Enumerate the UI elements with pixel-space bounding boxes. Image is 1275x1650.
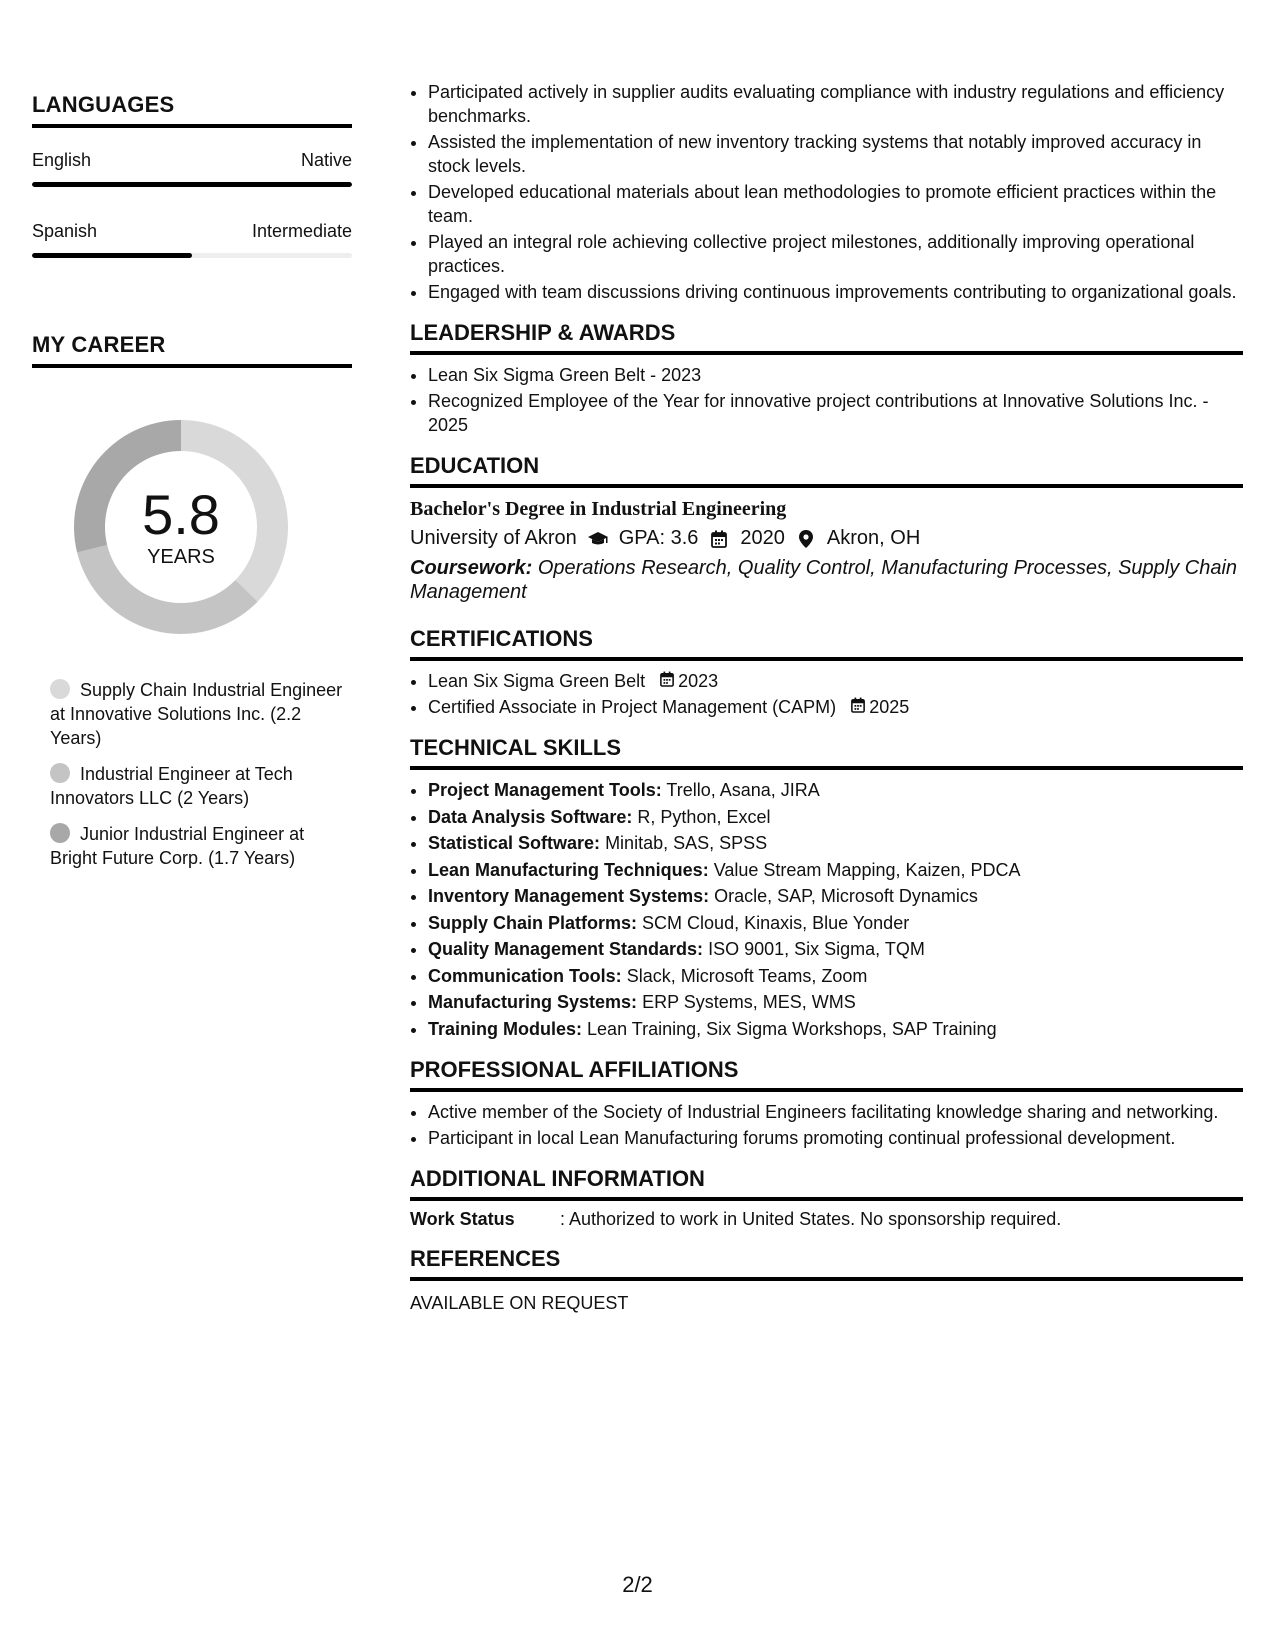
page-number: 2/2 bbox=[622, 1572, 653, 1597]
calendar-icon bbox=[851, 695, 865, 719]
skill-value: ISO 9001, Six Sigma, TQM bbox=[708, 939, 925, 959]
career-legend bbox=[50, 678, 352, 870]
affiliation-item: • Participant in local Lean Manufacturing forums promoting continual professional development. bbox=[428, 1126, 1243, 1150]
education-heading: EDUCATION bbox=[410, 453, 1243, 488]
skill-label: Data Analysis Software: bbox=[428, 806, 633, 827]
coursework-label: Coursework: bbox=[410, 557, 533, 579]
experience-bullet: • Participated actively in supplier audits evaluating compliance with industry regulations and efficiency benchmarks. bbox=[428, 80, 1243, 128]
skills-heading: TECHNICAL SKILLS bbox=[410, 735, 1243, 770]
affiliation-item: • Active member of the Society of Industrial Engineers facilitating knowledge sharing and networking. bbox=[428, 1100, 1243, 1124]
references-text: AVAILABLE ON REQUEST bbox=[410, 1293, 629, 1313]
skill-item bbox=[428, 884, 1243, 909]
skill-item bbox=[428, 964, 1243, 989]
skill-label: Manufacturing Systems: bbox=[428, 992, 638, 1012]
affiliations-list bbox=[410, 1100, 1243, 1150]
skill-value: Lean Training, Six Sigma Workshops, SAP Training bbox=[587, 1018, 997, 1039]
calendar-icon bbox=[660, 669, 674, 693]
skill-label: Project Management Tools: bbox=[428, 780, 662, 800]
skill-value: Minitab, SAS, SPSS bbox=[605, 833, 768, 853]
skill-item bbox=[428, 911, 1243, 936]
skill-value: Slack, Microsoft Teams, Zoom bbox=[626, 965, 868, 986]
references-heading: REFERENCES bbox=[410, 1246, 1243, 1281]
language-proficiency-bar bbox=[32, 253, 352, 258]
skill-item bbox=[428, 990, 1243, 1015]
education-year: 2020 bbox=[740, 527, 785, 549]
leadership-item: • Lean Six Sigma Green Belt - 2023 bbox=[428, 363, 1243, 387]
education-coursework bbox=[410, 556, 1243, 604]
leadership-heading: LEADERSHIP & AWARDS bbox=[410, 320, 1243, 355]
skill-value: SCM Cloud, Kinaxis, Blue Yonder bbox=[642, 912, 910, 933]
skill-label: Statistical Software: bbox=[428, 833, 601, 853]
certification-year: 2023 bbox=[678, 671, 719, 691]
language-name: English bbox=[32, 150, 92, 170]
legend-dot-icon bbox=[50, 679, 70, 699]
language-level: Native bbox=[300, 150, 352, 170]
language-item bbox=[32, 150, 352, 187]
certification-year: 2025 bbox=[869, 697, 910, 717]
certification-name: Certified Associate in Project Management (CAPM) bbox=[428, 697, 837, 717]
leadership-item: • Recognized Employee of the Year for innovative project contributions at Innovative Solutions Inc. - 2025 bbox=[428, 389, 1243, 437]
career-legend-item bbox=[50, 678, 352, 750]
calendar-icon bbox=[708, 530, 730, 548]
work-status-row bbox=[410, 1209, 1243, 1230]
career-role-label: Supply Chain Industrial Engineer at Innovative Solutions Inc. (2.2 Years) bbox=[50, 680, 343, 748]
work-status-value: : Authorized to work in United States. No sponsorship required. bbox=[560, 1209, 1062, 1229]
skills-list bbox=[410, 778, 1243, 1041]
skill-label: Lean Manufacturing Techniques: bbox=[428, 859, 709, 880]
main-content bbox=[410, 80, 1243, 1314]
skill-item bbox=[428, 937, 1243, 962]
language-item bbox=[32, 221, 352, 258]
languages-heading: LANGUAGES bbox=[32, 92, 352, 128]
work-status-key: Work Status bbox=[410, 1209, 515, 1229]
skill-item bbox=[428, 1017, 1243, 1042]
map-pin-icon bbox=[795, 529, 817, 549]
coursework-text: Operations Research, Quality Control, Manufacturing Processes, Supply Chain Management bbox=[410, 557, 1238, 603]
skill-label: Inventory Management Systems: bbox=[428, 886, 710, 906]
skill-value: Trello, Asana, JIRA bbox=[666, 780, 820, 800]
career-donut-chart bbox=[66, 412, 296, 642]
leadership-list bbox=[410, 363, 1243, 437]
language-proficiency-fill bbox=[32, 253, 192, 258]
skill-value: Value Stream Mapping, Kaizen, PDCA bbox=[713, 859, 1021, 880]
certifications-list bbox=[410, 669, 1243, 719]
experience-bullet: • Played an integral role achieving collective project milestones, additionally improving operational practices. bbox=[428, 230, 1243, 278]
certifications-heading: CERTIFICATIONS bbox=[410, 626, 1243, 661]
career-total-unit: YEARS bbox=[147, 545, 215, 568]
skill-label: Communication Tools: bbox=[428, 965, 622, 986]
additional-heading: ADDITIONAL INFORMATION bbox=[410, 1166, 1243, 1201]
skill-item bbox=[428, 778, 1243, 803]
certification-name: Lean Six Sigma Green Belt bbox=[428, 671, 646, 691]
career-role-label: Junior Industrial Engineer at Bright Future Corp. (1.7 Years) bbox=[50, 824, 305, 868]
education-school: University of Akron bbox=[410, 527, 577, 549]
skill-label: Quality Management Standards: bbox=[428, 939, 704, 959]
graduation-cap-icon bbox=[587, 531, 609, 547]
career-legend-item bbox=[50, 822, 352, 870]
language-level: Intermediate bbox=[251, 221, 352, 241]
career-heading: MY CAREER bbox=[32, 332, 352, 368]
career-total-value: 5.8 bbox=[142, 482, 220, 546]
skill-item bbox=[428, 805, 1243, 830]
experience-bullet: • Developed educational materials about lean methodologies to promote efficient practices within the team. bbox=[428, 180, 1243, 228]
language-proficiency-bar bbox=[32, 182, 352, 187]
skill-label: Supply Chain Platforms: bbox=[428, 912, 638, 933]
experience-bullet: • Assisted the implementation of new inventory tracking systems that notably improved accuracy in stock levels. bbox=[428, 130, 1243, 178]
career-legend-item bbox=[50, 762, 352, 810]
language-name: Spanish bbox=[32, 221, 98, 241]
skill-value: ERP Systems, MES, WMS bbox=[642, 992, 856, 1012]
education-meta bbox=[410, 527, 1243, 550]
certification-item bbox=[428, 695, 1243, 719]
legend-dot-icon bbox=[50, 823, 70, 843]
language-proficiency-fill bbox=[32, 182, 352, 187]
affiliations-heading: PROFESSIONAL AFFILIATIONS bbox=[410, 1057, 1243, 1092]
sidebar bbox=[32, 92, 352, 882]
experience-bullets bbox=[410, 80, 1243, 304]
career-role-label: Industrial Engineer at Tech Innovators LLC (2 Years) bbox=[50, 764, 293, 808]
skill-item bbox=[428, 831, 1243, 856]
education-location: Akron, OH bbox=[826, 527, 921, 549]
legend-dot-icon bbox=[50, 763, 70, 783]
certification-item bbox=[428, 669, 1243, 693]
skill-value: R, Python, Excel bbox=[637, 806, 771, 827]
skill-label: Training Modules: bbox=[428, 1018, 583, 1039]
skill-item bbox=[428, 858, 1243, 883]
experience-bullet: • Engaged with team discussions driving continuous improvements contributing to organizational goals. bbox=[428, 280, 1243, 304]
education-degree: Bachelor's Degree in Industrial Engineering bbox=[410, 498, 787, 520]
skill-value: Oracle, SAP, Microsoft Dynamics bbox=[714, 886, 978, 906]
education-gpa: GPA: 3.6 bbox=[618, 527, 699, 549]
